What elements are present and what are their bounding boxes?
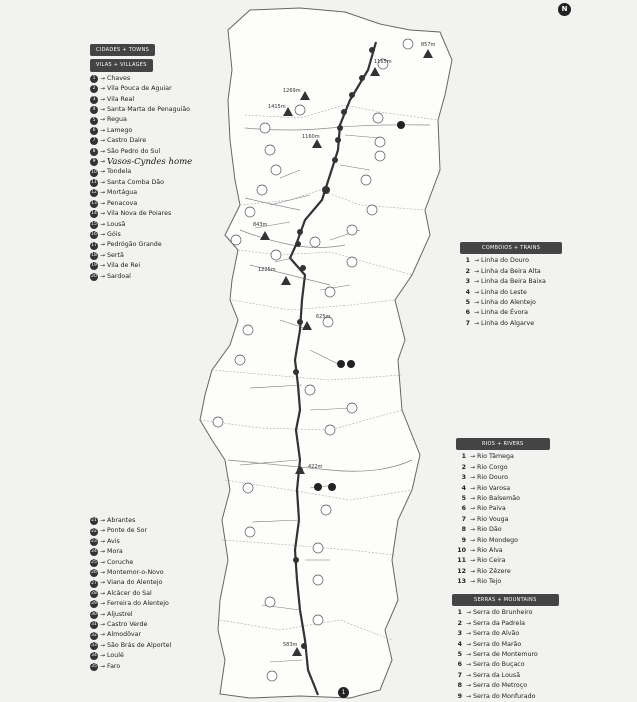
river-item <box>456 504 550 514</box>
arrow-right-icon: → <box>100 517 106 524</box>
river-item <box>456 525 550 535</box>
mountains-list <box>452 608 559 702</box>
item-name: Rio Douro <box>477 474 509 482</box>
arrow-right-icon: → <box>100 610 106 618</box>
town-name: Ponte de Sor <box>107 527 148 535</box>
town-number-badge: 1 <box>90 75 98 83</box>
trains-header: COMBOIOS + TRAINS <box>460 242 562 254</box>
arrow-right-icon: → <box>470 474 476 482</box>
altitude-label: 625m <box>316 314 331 320</box>
town-item <box>90 115 192 125</box>
arrow-right-icon: → <box>474 299 480 307</box>
town-item <box>90 537 171 547</box>
town-number-badge: 19 <box>91 263 97 269</box>
item-name: Rio Tâmega <box>477 453 514 461</box>
town-item <box>90 578 171 588</box>
town-item <box>90 188 192 198</box>
town-number-badge: 23 <box>91 539 97 545</box>
town-name: Avis <box>107 537 120 545</box>
town-name: Lousã <box>107 220 126 228</box>
arrow-right-icon: → <box>470 453 476 461</box>
altitude-label: 1269m <box>283 88 301 94</box>
item-number: 3 <box>457 630 462 638</box>
town-name: Tondela <box>107 168 132 176</box>
town-item <box>90 147 192 157</box>
altitude-label: 857m <box>421 42 436 48</box>
item-name: Rio Dão <box>477 526 502 534</box>
town-number-badge: 6 <box>90 127 98 135</box>
town-item <box>90 84 192 94</box>
river-item <box>456 473 550 483</box>
arrow-right-icon: → <box>466 640 472 648</box>
town-number-badge: 2 <box>90 85 98 93</box>
arrow-right-icon: → <box>466 682 472 690</box>
river-item <box>456 556 550 566</box>
arrow-right-icon: → <box>100 147 106 155</box>
town-name: Viana do Alentejo <box>107 579 163 587</box>
towns-header: CIDADES + TOWNS <box>90 44 155 56</box>
item-number: 13 <box>457 578 466 586</box>
town-item <box>90 547 171 557</box>
river-item <box>456 515 550 525</box>
arrow-right-icon: → <box>474 257 480 265</box>
town-number-badge: 20 <box>91 273 97 279</box>
arrow-right-icon: → <box>100 241 106 249</box>
river-item <box>456 452 550 462</box>
arrow-right-icon: → <box>100 262 106 270</box>
altitude-label: 1415m <box>268 104 286 110</box>
item-name: Serra do Alvão <box>473 630 520 638</box>
item-number: 5 <box>461 495 466 503</box>
item-name: Linha da Beira Alta <box>481 267 541 275</box>
mountain-item <box>452 671 559 681</box>
mountain-item <box>452 681 559 691</box>
towns-legend <box>90 44 192 282</box>
train-line-item <box>460 277 562 287</box>
town-item <box>90 105 192 115</box>
town-number-badge: 31 <box>91 622 97 628</box>
town-name: Sertã <box>107 251 124 259</box>
towns-legend-south <box>90 516 171 672</box>
town-item <box>90 568 171 578</box>
arrow-right-icon: → <box>100 600 106 608</box>
arrow-right-icon: → <box>100 527 106 535</box>
town-number-badge: 32 <box>91 632 97 638</box>
item-number: 3 <box>461 474 466 482</box>
arrow-right-icon: → <box>100 158 106 166</box>
item-number: 5 <box>465 299 470 307</box>
arrow-right-icon: → <box>100 621 106 629</box>
arrow-right-icon: → <box>100 126 106 134</box>
altitude-label: 1165m <box>374 59 392 65</box>
town-number-badge: 13 <box>91 200 97 206</box>
river-item <box>456 536 550 546</box>
rivers-legend <box>456 438 550 588</box>
town-item <box>90 662 171 672</box>
item-name: Linha do Douro <box>481 257 529 265</box>
river-item <box>456 463 550 473</box>
item-name: Linha do Alentejo <box>481 299 536 307</box>
town-item <box>90 630 171 640</box>
arrow-right-icon: → <box>466 661 472 669</box>
mountain-item <box>452 692 559 702</box>
town-number-badge: 17 <box>91 242 97 248</box>
town-item <box>90 199 192 209</box>
arrow-right-icon: → <box>466 609 472 617</box>
mountain-item <box>452 629 559 639</box>
item-number: 7 <box>461 515 466 523</box>
town-number-badge: 4 <box>90 106 98 114</box>
town-item <box>90 126 192 136</box>
altitude-label: 583m <box>283 642 298 648</box>
item-number: 7 <box>465 319 470 327</box>
arrow-right-icon: → <box>100 168 106 176</box>
town-number-badge: 18 <box>91 252 97 258</box>
item-number: 2 <box>457 619 462 627</box>
portugal-outline <box>200 8 452 698</box>
item-number: 8 <box>457 682 462 690</box>
item-name: Rio Ceira <box>477 557 506 565</box>
train-line-item <box>460 308 562 318</box>
river-item <box>456 484 550 494</box>
town-item <box>90 74 192 84</box>
item-name: Rio Corgo <box>477 463 508 471</box>
town-name: Santa Comba Dão <box>107 178 165 186</box>
mountain-item <box>452 608 559 618</box>
arrow-right-icon: → <box>100 641 106 649</box>
town-item <box>90 230 192 240</box>
item-name: Rio Vouga <box>477 515 509 523</box>
train-line-item <box>460 288 562 298</box>
town-item <box>90 558 171 568</box>
item-name: Serra da Padrela <box>473 619 525 627</box>
town-number-badge: 12 <box>91 190 97 196</box>
mountain-item <box>452 660 559 670</box>
town-number-badge: 16 <box>91 232 97 238</box>
arrow-right-icon: → <box>100 662 106 670</box>
item-name: Linha do Algarve <box>481 319 535 327</box>
town-name: Sardoal <box>107 272 131 280</box>
town-name: Aljustrel <box>107 610 133 618</box>
town-name: Mortágua <box>107 189 138 197</box>
item-name: Rio Varosa <box>477 484 511 492</box>
altitude-label: 1225m <box>258 267 276 273</box>
town-name: Vila Pouca de Aguiar <box>107 85 172 93</box>
arrow-right-icon: → <box>474 267 480 275</box>
town-item <box>90 620 171 630</box>
town-name: Coruche <box>107 558 134 566</box>
trains-list <box>460 256 562 329</box>
town-item <box>90 599 171 609</box>
arrow-right-icon: → <box>466 692 472 700</box>
arrow-right-icon: → <box>100 272 106 280</box>
town-name: Vasos-Cyndes home <box>107 157 193 168</box>
arrow-right-icon: → <box>100 116 106 124</box>
train-line-item <box>460 256 562 266</box>
town-item <box>90 526 171 536</box>
arrow-right-icon: → <box>100 189 106 197</box>
town-item <box>90 610 171 620</box>
item-name: Serra de Montemuro <box>473 651 538 659</box>
town-number-badge: 8 <box>90 148 98 156</box>
arrow-right-icon: → <box>100 230 106 238</box>
item-name: Serra do Brunheiro <box>473 609 533 617</box>
arrow-right-icon: → <box>466 651 472 659</box>
train-line-item <box>460 298 562 308</box>
arrow-right-icon: → <box>100 95 106 103</box>
town-number-badge: 26 <box>91 570 97 576</box>
arrow-right-icon: → <box>100 579 106 587</box>
arrow-right-icon: → <box>100 652 106 660</box>
town-name: Pedrógão Grande <box>107 241 162 249</box>
trains-legend <box>460 242 562 329</box>
town-name: Castro Verde <box>107 621 148 629</box>
item-number: 2 <box>461 463 466 471</box>
town-item <box>90 95 192 105</box>
town-item <box>90 651 171 661</box>
town-item <box>90 136 192 146</box>
towns-list-south <box>90 516 171 672</box>
river-item <box>456 577 550 587</box>
town-name: Castro Daire <box>107 137 147 145</box>
town-name: Alcácer do Sal <box>107 589 152 597</box>
item-number: 9 <box>457 692 462 700</box>
item-number: 11 <box>457 557 466 565</box>
item-number: 4 <box>465 288 470 296</box>
item-name: Linha do Leste <box>481 288 527 296</box>
item-name: Rio Mondego <box>477 536 519 544</box>
town-item <box>90 157 192 167</box>
item-number: 1 <box>465 257 470 265</box>
arrow-right-icon: → <box>100 137 106 145</box>
arrow-right-icon: → <box>100 178 106 186</box>
arrow-right-icon: → <box>470 547 476 555</box>
town-name: Góis <box>107 230 121 238</box>
river-item <box>456 494 550 504</box>
town-number-badge: 9 <box>90 158 98 166</box>
arrow-right-icon: → <box>466 630 472 638</box>
town-item <box>90 589 171 599</box>
town-number-badge: 34 <box>91 653 97 659</box>
arrow-right-icon: → <box>100 85 106 93</box>
town-name: Mora <box>107 548 123 556</box>
town-number-badge: 5 <box>90 117 98 125</box>
town-name: Ferreira do Alentejo <box>107 600 169 608</box>
item-number: 6 <box>465 309 470 317</box>
arrow-right-icon: → <box>470 536 476 544</box>
town-name: Penacova <box>107 199 138 207</box>
arrow-right-icon: → <box>470 578 476 586</box>
arrow-right-icon: → <box>100 558 106 566</box>
river-item <box>456 546 550 556</box>
town-number-badge: 25 <box>91 559 97 565</box>
mountain-item <box>452 640 559 650</box>
town-number-badge: 27 <box>91 580 97 586</box>
arrow-right-icon: → <box>470 515 476 523</box>
arrow-right-icon: → <box>100 537 106 545</box>
arrow-right-icon: → <box>100 251 106 259</box>
mountain-item <box>452 650 559 660</box>
town-number-badge: 29 <box>91 601 97 607</box>
item-name: Rio Paiva <box>477 505 506 513</box>
item-number: 1 <box>457 609 462 617</box>
mountains-legend <box>452 594 559 702</box>
town-number-badge: 10 <box>91 169 97 175</box>
rivers-header: RIOS + RIVERS <box>456 438 550 450</box>
train-line-item <box>460 319 562 329</box>
villages-header: VILAS + VILLAGES <box>90 59 153 71</box>
item-name: Serra do Buçaco <box>473 661 525 669</box>
route-end-marker: 1 <box>338 687 349 698</box>
town-number-badge: 30 <box>91 611 97 617</box>
item-name: Linha da Beira Baixa <box>481 278 546 286</box>
town-item <box>90 240 192 250</box>
arrow-right-icon: → <box>470 526 476 534</box>
item-number: 2 <box>465 267 470 275</box>
mountains-header: SERRAS + MOUNTAINS <box>452 594 559 606</box>
town-name: São Pedro do Sul <box>107 147 161 155</box>
town-item <box>90 272 192 282</box>
north-arrow-icon: N <box>558 3 571 16</box>
town-name: Abrantes <box>107 517 136 524</box>
town-item <box>90 167 192 177</box>
town-name: Vila de Rei <box>107 262 141 270</box>
mountain-item <box>452 619 559 629</box>
town-name: Vila Real <box>107 95 135 103</box>
town-number-badge: 22 <box>91 528 97 534</box>
town-item <box>90 641 171 651</box>
town-item <box>90 209 192 219</box>
town-item <box>90 516 171 526</box>
town-number-badge: 7 <box>90 137 98 145</box>
item-name: Serra do Monfurado <box>473 692 536 700</box>
item-number: 4 <box>461 484 466 492</box>
arrow-right-icon: → <box>100 548 106 556</box>
arrow-right-icon: → <box>466 619 472 627</box>
item-number: 5 <box>457 651 462 659</box>
item-number: 10 <box>457 547 466 555</box>
arrow-right-icon: → <box>474 319 480 327</box>
arrow-right-icon: → <box>100 106 106 114</box>
item-name: Serra do Marão <box>473 640 522 648</box>
arrow-right-icon: → <box>466 671 472 679</box>
town-name: São Brás de Alportel <box>107 641 172 649</box>
town-name: Loulé <box>107 652 124 660</box>
altitude-label: 422m <box>308 464 323 470</box>
rivers-list <box>456 452 550 587</box>
arrow-right-icon: → <box>100 631 106 639</box>
arrow-right-icon: → <box>470 484 476 492</box>
altitude-label: 843m <box>253 222 268 228</box>
arrow-right-icon: → <box>470 495 476 503</box>
item-name: Linha de Évora <box>481 309 529 317</box>
town-name: Vila Nova de Poiares <box>107 210 172 218</box>
item-name: Serra da Lousã <box>473 671 521 679</box>
town-item <box>90 178 192 188</box>
arrow-right-icon: → <box>474 278 480 286</box>
arrow-right-icon: → <box>474 309 480 317</box>
town-item <box>90 251 192 261</box>
town-number-badge: 28 <box>91 591 97 597</box>
town-name: Montemor-o-Novo <box>107 569 164 577</box>
arrow-right-icon: → <box>100 74 106 82</box>
item-number: 3 <box>465 278 470 286</box>
river-item <box>456 567 550 577</box>
town-name: Santa Marta de Penaguião <box>107 106 191 114</box>
item-number: 12 <box>457 567 466 575</box>
arrow-right-icon: → <box>470 463 476 471</box>
item-name: Rio Tejo <box>477 578 502 586</box>
town-number-badge: 24 <box>91 549 97 555</box>
town-name: Lamego <box>107 126 133 134</box>
item-number: 8 <box>461 526 466 534</box>
town-name: Faro <box>107 662 121 670</box>
town-number-badge: 33 <box>91 643 97 649</box>
town-number-badge: 3 <box>90 96 98 104</box>
towns-list <box>90 74 192 282</box>
arrow-right-icon: → <box>470 505 476 513</box>
item-number: 7 <box>457 671 462 679</box>
town-name: Almodôvar <box>107 631 142 639</box>
item-name: Rio Alva <box>477 547 503 555</box>
item-number: 9 <box>461 536 466 544</box>
town-number-badge: 14 <box>91 211 97 217</box>
item-number: 6 <box>457 661 462 669</box>
item-number: 6 <box>461 505 466 513</box>
arrow-right-icon: → <box>100 199 106 207</box>
train-line-item <box>460 267 562 277</box>
arrow-right-icon: → <box>100 589 106 597</box>
arrow-right-icon: → <box>100 210 106 218</box>
arrow-right-icon: → <box>470 557 476 565</box>
item-name: Rio Zêzere <box>477 567 511 575</box>
item-name: Rio Balsemão <box>477 495 520 503</box>
arrow-right-icon: → <box>100 220 106 228</box>
town-number-badge: 11 <box>91 180 97 186</box>
town-name: Regua <box>107 116 127 124</box>
town-item <box>90 261 192 271</box>
town-item <box>90 220 192 230</box>
item-number: 4 <box>457 640 462 648</box>
town-name: Chaves <box>107 74 131 82</box>
town-number-badge: 21 <box>91 518 97 524</box>
arrow-right-icon: → <box>100 569 106 577</box>
town-number-badge: 15 <box>91 221 97 227</box>
altitude-label: 1160m <box>302 134 320 140</box>
item-name: Serra do Metroço <box>473 682 528 690</box>
arrow-right-icon: → <box>474 288 480 296</box>
arrow-right-icon: → <box>470 567 476 575</box>
item-number: 1 <box>461 453 466 461</box>
town-number-badge: 35 <box>91 663 97 669</box>
